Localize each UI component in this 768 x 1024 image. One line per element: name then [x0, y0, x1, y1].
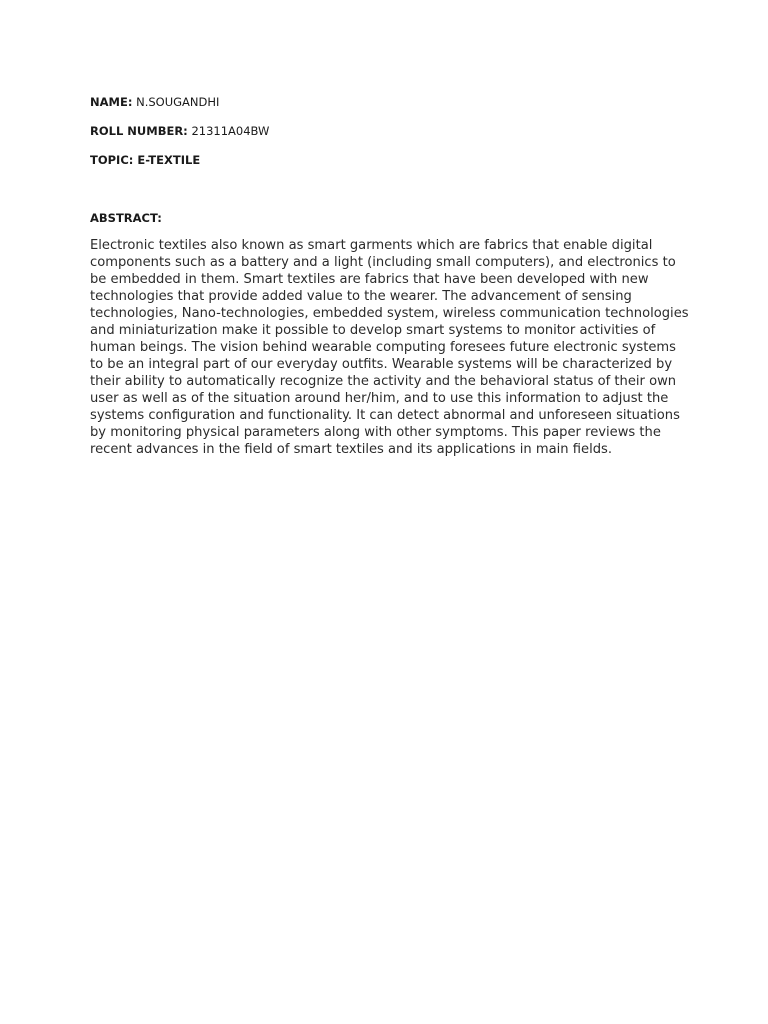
- abstract-heading-line: [90, 210, 162, 226]
- roll-number-value: 21311A04BW: [191, 124, 270, 138]
- name-label: NAME:: [90, 95, 133, 109]
- roll-number-label: ROLL NUMBER:: [90, 124, 188, 138]
- name-value: N.SOUGANDHI: [136, 95, 220, 109]
- abstract-body: Electronic textiles also known as smart garments which are fabrics that enable digital components such as a battery and a light (including small computers), and electronics to be embedded in them. Smart textiles are fabrics that have been developed with new technologies that provide added value to the wearer. The advancement of sensing technologies, Nano-technologies, embedded system, wireless communication technologies and miniaturization make it possible to develop smart systems to monitor activities of human beings. The vision behind wearable computing foresees future electronic systems to be an integral part of our everyday outfits. Wearable systems will be characterized by their ability to automatically recognize the activity and the behavioral status of their own user as well as of the situation around her/him, and to use this information to adjust the systems configuration and functionality. It can detect abnormal and unforeseen situations by monitoring physical parameters along with other symptoms. This paper reviews the recent advances in the field of smart textiles and its applications in main fields.: [90, 238, 689, 457]
- name-line: [90, 94, 219, 110]
- topic-line: [90, 152, 200, 168]
- topic-label: TOPIC: E-TEXTILE: [90, 153, 201, 167]
- roll-number-line: [90, 123, 269, 139]
- abstract-heading: ABSTRACT:: [90, 211, 162, 225]
